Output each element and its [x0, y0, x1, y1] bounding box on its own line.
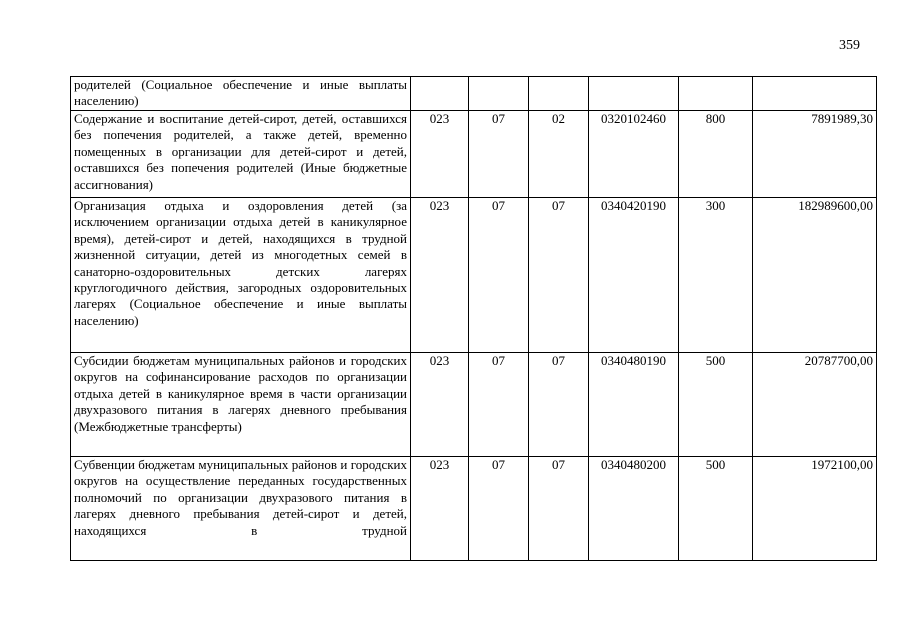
row-description: Субсидии бюджетам муниципальных районов и городских округов на софинансирование расходов по организации отдыха детей в каникулярное время в части организации двухразового питания в лагерях дневного пребывания (Межбюджетные трансферты) [71, 353, 411, 457]
row-ministry-code: 023 [411, 198, 469, 353]
row-amount: 1972100,00 [753, 457, 877, 561]
row-subsection-code [529, 77, 589, 111]
table-row [71, 353, 877, 457]
row-section-code: 07 [469, 353, 529, 457]
row-amount: 20787700,00 [753, 353, 877, 457]
row-expense-type-code [679, 77, 753, 111]
budget-table [70, 76, 877, 561]
row-amount: 182989600,00 [753, 198, 877, 353]
row-section-code: 07 [469, 111, 529, 198]
row-target-code: 0340480190 [589, 353, 679, 457]
row-subsection-code: 02 [529, 111, 589, 198]
row-target-code: 0320102460 [589, 111, 679, 198]
row-description: Содержание и воспитание детей-сирот, детей, оставшихся без попечения родителей, а также детей, временно помещенных в организации для детей-сирот и детей, оставшихся без попечения родителей (Иные бюджетные ассигнования) [71, 111, 411, 198]
row-description: Субвенции бюджетам муниципальных районов и городских округов на осуществление переданных государственных полномочий по организации двухразового питания в лагерях дневного пребывания детей-сирот и детей, находящихся в трудной [71, 457, 411, 561]
row-description: Организация отдыха и оздоровления детей (за исключением организации отдыха детей в каникулярное время), детей-сирот и детей, находящихся в трудной жизненной ситуации, детей из многодетных семей в санаторно-оздоровительных детских лагерях круглогодичного действия, загородных оздоровительных лагерях (Социальное обеспечение и иные выплаты населению) [71, 198, 411, 353]
table-row [71, 198, 877, 353]
row-amount: 7891989,30 [753, 111, 877, 198]
table-row [71, 457, 877, 561]
row-ministry-code: 023 [411, 111, 469, 198]
row-ministry-code: 023 [411, 353, 469, 457]
table-row [71, 111, 877, 198]
row-expense-type-code: 500 [679, 457, 753, 561]
row-expense-type-code: 300 [679, 198, 753, 353]
row-subsection-code: 07 [529, 198, 589, 353]
row-target-code: 0340480200 [589, 457, 679, 561]
row-subsection-code: 07 [529, 457, 589, 561]
table-row [71, 77, 877, 111]
row-target-code: 0340420190 [589, 198, 679, 353]
row-expense-type-code: 800 [679, 111, 753, 198]
row-description: родителей (Социальное обеспечение и иные выплаты населению) [71, 77, 411, 111]
row-section-code: 07 [469, 457, 529, 561]
row-amount [753, 77, 877, 111]
row-section-code: 07 [469, 198, 529, 353]
row-subsection-code: 07 [529, 353, 589, 457]
row-expense-type-code: 500 [679, 353, 753, 457]
row-ministry-code [411, 77, 469, 111]
row-section-code [469, 77, 529, 111]
row-ministry-code: 023 [411, 457, 469, 561]
page-number: 359 [839, 38, 860, 53]
row-target-code [589, 77, 679, 111]
